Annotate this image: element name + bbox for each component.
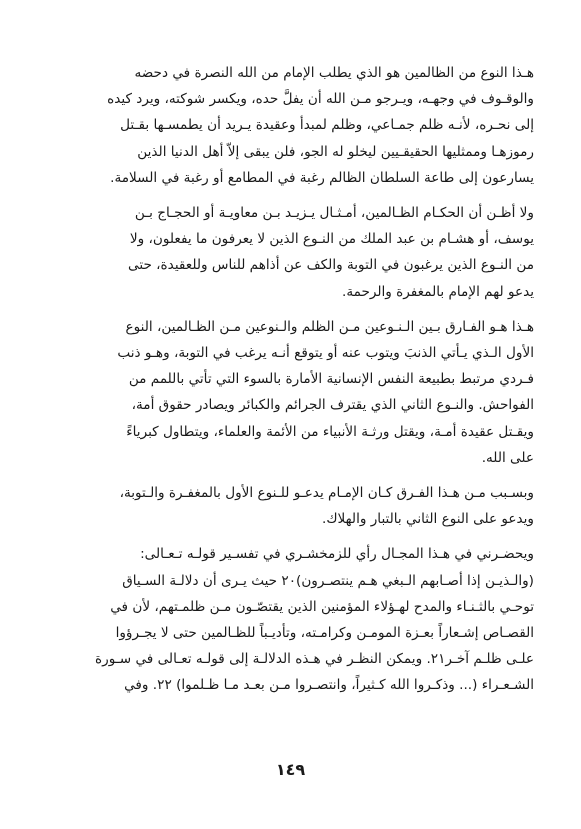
text-line: ويحضـرني في هـذا المجـال رأي للزمخشـري في تفسـير قولـه تـعـالى: <box>140 546 534 563</box>
text-line: توحـي بالثـنـاء والمدح لهـؤلاء المؤمنين الذين يقتصّـون مـن ظلمـتهم، لأن في <box>110 598 534 615</box>
text-line: إلى نحـره، لأنـه ظلم جمـاعي، وظلم لمبدأ وعقيدة يـريد أن يطمسـها بقـتل <box>120 117 534 134</box>
text-line: هـذا النوع من الظالمين هو الذي يطلب الإمام من الله النصرة في دحضه <box>134 65 534 81</box>
paragraph-1 <box>48 60 534 191</box>
paragraph-4 <box>48 480 534 532</box>
text-line: على الله. <box>481 449 534 466</box>
text-line: ويدعو على النوع الثاني بالتبار والهلاك. <box>322 511 534 528</box>
text-line: (والـذيـن إذا أصـابهم الـبغي هـم ينتصـرون)٢٠ حيث يـرى أن دلالـة السـياق <box>122 572 534 589</box>
text-line: الفواحش. والنـوع الثاني الذي يقترف الجرائم والكبائر ويصادر حقوق أمة، <box>131 397 534 414</box>
text-line: والوقـوف في وجهـه، ويـرجو مـن الله أن يفلَّ حده، ويكسر شوكته، ويرد كيده <box>107 91 534 108</box>
paragraph-2 <box>48 200 534 305</box>
text-line: ولا أظـن أن الحكـام الظـالمين، أمـثـال يـزيـد بـن معاويـة أو الحجـاج بـن <box>134 205 534 222</box>
text-line: من النـوع الذين يرغبون في التوبة والكف عن أذاهم للناس وللعقيدة، حتى <box>128 257 534 274</box>
text-line: فـردي مرتبط بطبيعة النفس الإنسانية الأمارة بالسوء التي تأتي باللمم من <box>128 371 534 388</box>
text-line: ويقـتل عقيدة أمـة، ويقتل ورثـة الأنبياء من الأئمة والعلماء، ويتطاول كبرياءً <box>126 423 534 440</box>
text-line: القصـاص إشـعاراً بعـزة المومـن وكرامـته، وتأديـباً للظـالمين حتى لا يجـرؤوا <box>115 625 534 642</box>
text-line: يدعو لهم الإمام بالمغفرة والرحمة. <box>342 283 534 300</box>
page-body <box>48 60 534 708</box>
paragraph-5 <box>48 541 534 698</box>
paragraph-3 <box>48 314 534 471</box>
text-line: وبسـبب مـن هـذا الفـرق كـان الإمـام يدعـو للـنوع الأول بالمغفـرة والـتوبة، <box>119 485 534 502</box>
text-line: رموزهـا وممثليها الحقيقـيين ليخلو له الجو، فلن يبقى إلاّ أهل الدنيا الذين <box>137 143 534 160</box>
text-line: يسارعون إلى طاعة السلطان الظالم رغبة في المطامع أو رغبة في السلامة. <box>110 169 534 186</box>
text-line: هـذا هـو الفـارق بـين الـنـوعين مـن الظلم والـنوعين مـن الظـالمين، النوع <box>125 318 534 335</box>
page-number: ١٤٩ <box>275 760 306 779</box>
text-line: يوسف، أو هشـام بن عبد الملك من النـوع الذين لا يعرفون ما يفعلون، ولا <box>129 231 534 248</box>
text-line: الأول الـذي يـأتي الذنبَ ويتوب عنه أو يتوقع أنـه يرغب في التوبة، وهـو ذنب <box>117 345 534 362</box>
text-line: الشـعـراء (... وذكـروا الله كـثيراً، وانتصـروا مـن بعـد مـا ظـلموا) ٢٢. وفي <box>124 677 534 694</box>
text-line: علـى ظلـم آخـر٢١. ويمكن النظـر في هـذه الدلالـة إلى قولـه تعـالى في سـورة <box>95 651 534 668</box>
